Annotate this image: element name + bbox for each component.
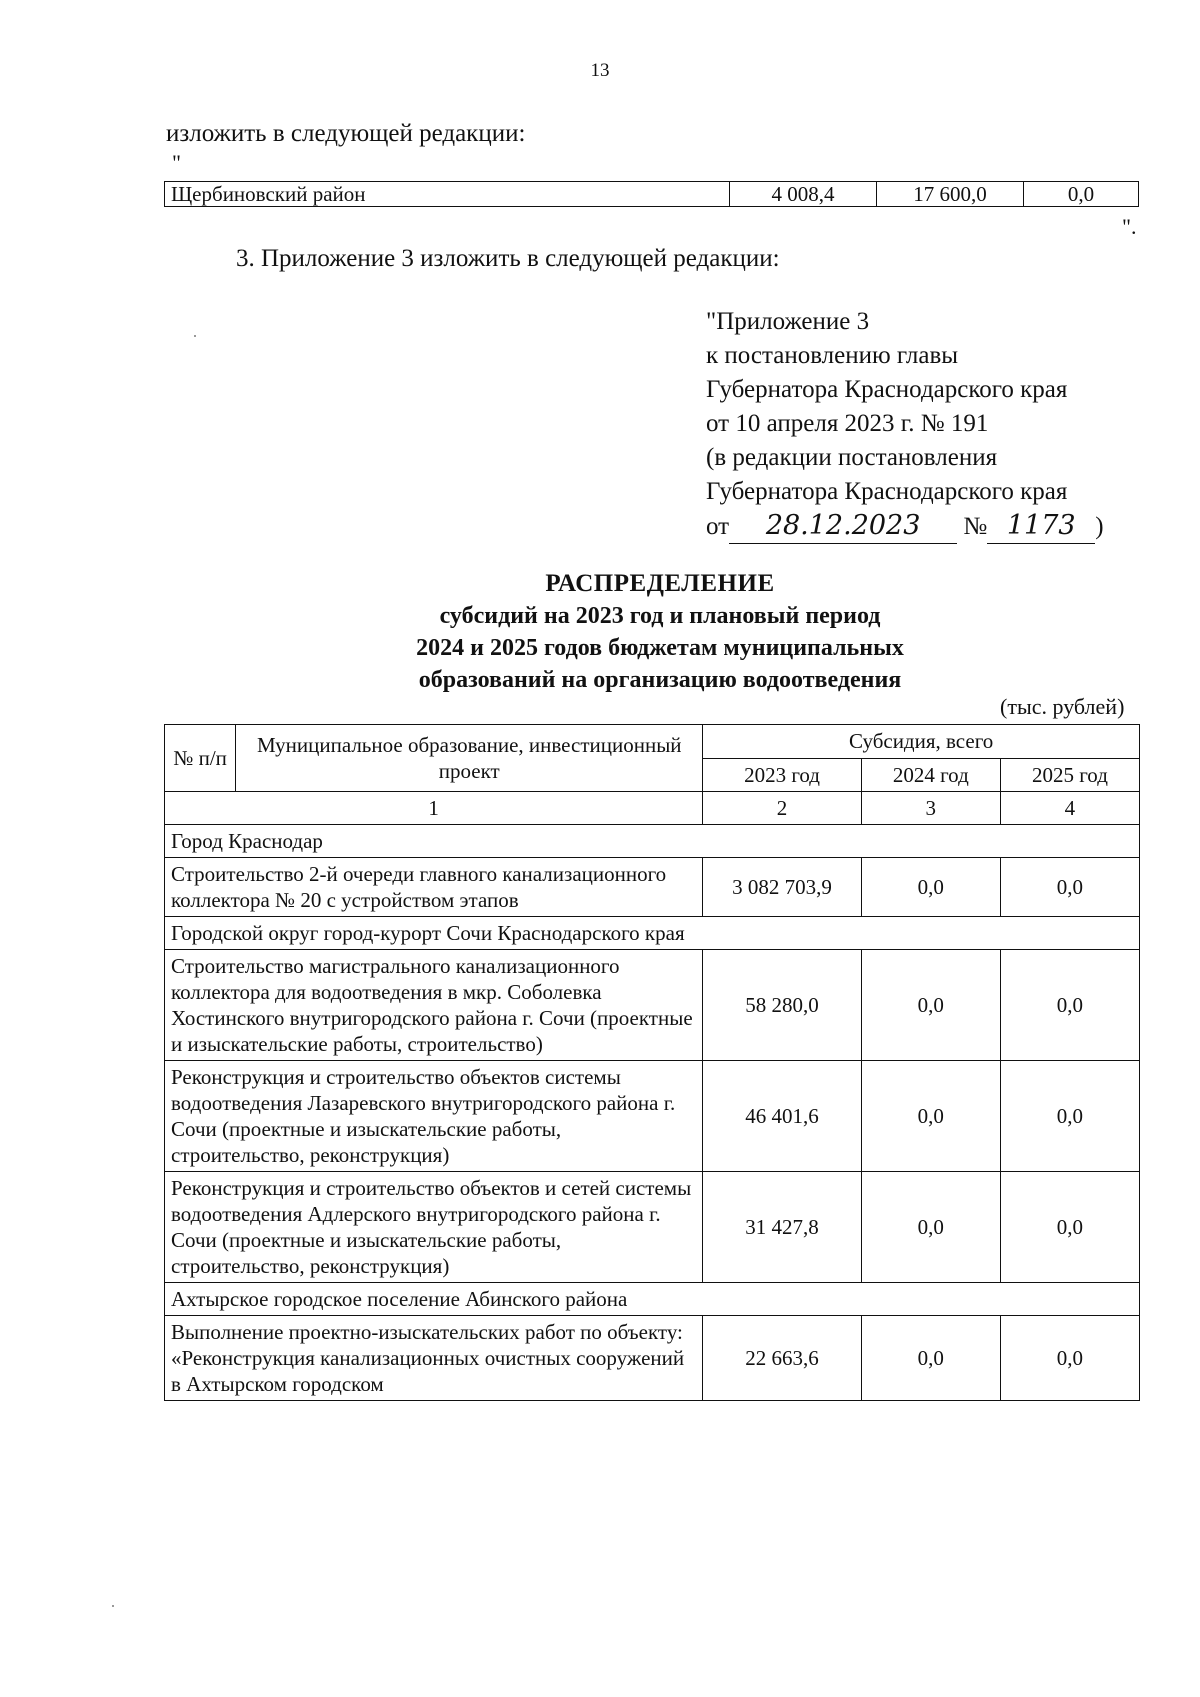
column-number: 3 bbox=[861, 792, 1000, 825]
appendix-line: от 10 апреля 2023 г. № 191 bbox=[706, 410, 989, 437]
value-2023: 58 280,0 bbox=[703, 950, 861, 1061]
open-quote: " bbox=[172, 150, 181, 175]
project-name: Строительство магистрального канализационного коллектора для водоотведения в мкр. Соболевка Хостинского внутригородского района г. Сочи (проектные и изыскательские работы, строительство) bbox=[165, 950, 703, 1061]
scan-speck bbox=[194, 335, 196, 337]
project-name: Строительство 2-й очереди главного канализационного коллектора № 20 с устройством этапов bbox=[165, 858, 703, 917]
date-prefix: от bbox=[706, 513, 730, 540]
table-header-row bbox=[165, 725, 1140, 759]
title-line: субсидий на 2023 год и плановый период bbox=[439, 603, 881, 629]
project-name: Выполнение проектно-изыскательских работ по объекту: «Реконструкция канализационных очистных сооружений в Ахтырском городском bbox=[165, 1316, 703, 1401]
close-quote: ". bbox=[1122, 214, 1137, 239]
intro-text: изложить в следующей редакции: bbox=[166, 120, 526, 147]
column-number: 1 bbox=[165, 792, 703, 825]
value-2024: 0,0 bbox=[861, 1316, 1000, 1401]
value-2025: 0,0 bbox=[1000, 1316, 1139, 1401]
value-2023: 46 401,6 bbox=[703, 1061, 861, 1172]
page-number: 13 bbox=[590, 60, 610, 81]
scan-speck bbox=[112, 1605, 114, 1607]
appendix-date-line bbox=[706, 509, 1104, 544]
column-number: 2 bbox=[703, 792, 861, 825]
value-2025: 0,0 bbox=[1000, 950, 1139, 1061]
project-name: Реконструкция и строительство объектов системы водоотведения Лазаревского внутригородского района г. Сочи (проектные и изыскательские работы, строительство, реконструкция) bbox=[165, 1061, 703, 1172]
title-line: образований на организацию водоотведения bbox=[418, 667, 902, 693]
appendix-line: Губернатора Краснодарского края bbox=[706, 478, 1068, 505]
item-3-text: 3. Приложение 3 изложить в следующей редакции: bbox=[236, 245, 780, 272]
appendix-line: Губернатора Краснодарского края bbox=[706, 376, 1068, 403]
value-2024: 0,0 bbox=[861, 1172, 1000, 1283]
title-main: РАСПРЕДЕЛЕНИЕ bbox=[545, 570, 775, 597]
table-row bbox=[165, 182, 1139, 207]
table-row bbox=[165, 858, 1140, 917]
table-row bbox=[165, 1172, 1140, 1283]
value-2023: 3 082 703,9 bbox=[703, 858, 861, 917]
value-2024: 0,0 bbox=[861, 1061, 1000, 1172]
row-value-2025: 0,0 bbox=[1024, 182, 1139, 207]
value-2025: 0,0 bbox=[1000, 1061, 1139, 1172]
value-2023: 22 663,6 bbox=[703, 1316, 861, 1401]
group-row bbox=[165, 1283, 1140, 1316]
table-row bbox=[165, 1316, 1140, 1401]
appendix-line: к постановлению главы bbox=[706, 342, 959, 369]
row-value-2024: 17 600,0 bbox=[877, 182, 1024, 207]
header-2025: 2025 год bbox=[1000, 758, 1139, 792]
row-name: Щербиновский район bbox=[165, 182, 730, 207]
column-number-row bbox=[165, 792, 1140, 825]
table-row bbox=[165, 950, 1140, 1061]
project-name: Реконструкция и строительство объектов и сетей системы водоотведения Адлерского внутригородского района г. Сочи (проектные и изыскательские работы, строительство, реконструкция) bbox=[165, 1172, 703, 1283]
previous-table-fragment bbox=[164, 181, 1139, 207]
header-2023: 2023 год bbox=[703, 758, 861, 792]
value-2024: 0,0 bbox=[861, 858, 1000, 917]
column-number: 4 bbox=[1000, 792, 1139, 825]
handwritten-number: 1173 bbox=[987, 509, 1095, 544]
distribution-table bbox=[164, 724, 1140, 1401]
number-label: № bbox=[963, 513, 988, 540]
document-title bbox=[0, 568, 1200, 696]
header-2024: 2024 год bbox=[861, 758, 1000, 792]
title-line: 2024 и 2025 годов бюджетам муниципальных bbox=[416, 635, 904, 661]
appendix-line: "Приложение 3 bbox=[706, 308, 870, 335]
appendix-line: (в редакции постановления bbox=[706, 444, 998, 471]
group-name: Городской округ город-курорт Сочи Краснодарского края bbox=[165, 917, 1140, 950]
value-2023: 31 427,8 bbox=[703, 1172, 861, 1283]
value-2024: 0,0 bbox=[861, 950, 1000, 1061]
header-subsidy: Субсидия, всего bbox=[703, 725, 1140, 759]
group-row bbox=[165, 825, 1140, 858]
row-value-2023: 4 008,4 bbox=[730, 182, 877, 207]
header-number: № п/п bbox=[165, 725, 236, 792]
appendix-header bbox=[706, 305, 1104, 544]
header-name: Муниципальное образование, инвестиционный проект bbox=[236, 725, 703, 792]
handwritten-date: 28.12.2023 bbox=[729, 509, 957, 544]
value-2025: 0,0 bbox=[1000, 1172, 1139, 1283]
group-row bbox=[165, 917, 1140, 950]
group-name: Город Краснодар bbox=[165, 825, 1140, 858]
table-row bbox=[165, 1061, 1140, 1172]
value-2025: 0,0 bbox=[1000, 858, 1139, 917]
units-label: (тыс. рублей) bbox=[1000, 694, 1125, 719]
group-name: Ахтырское городское поселение Абинского района bbox=[165, 1283, 1140, 1316]
date-suffix: ) bbox=[1095, 513, 1104, 540]
